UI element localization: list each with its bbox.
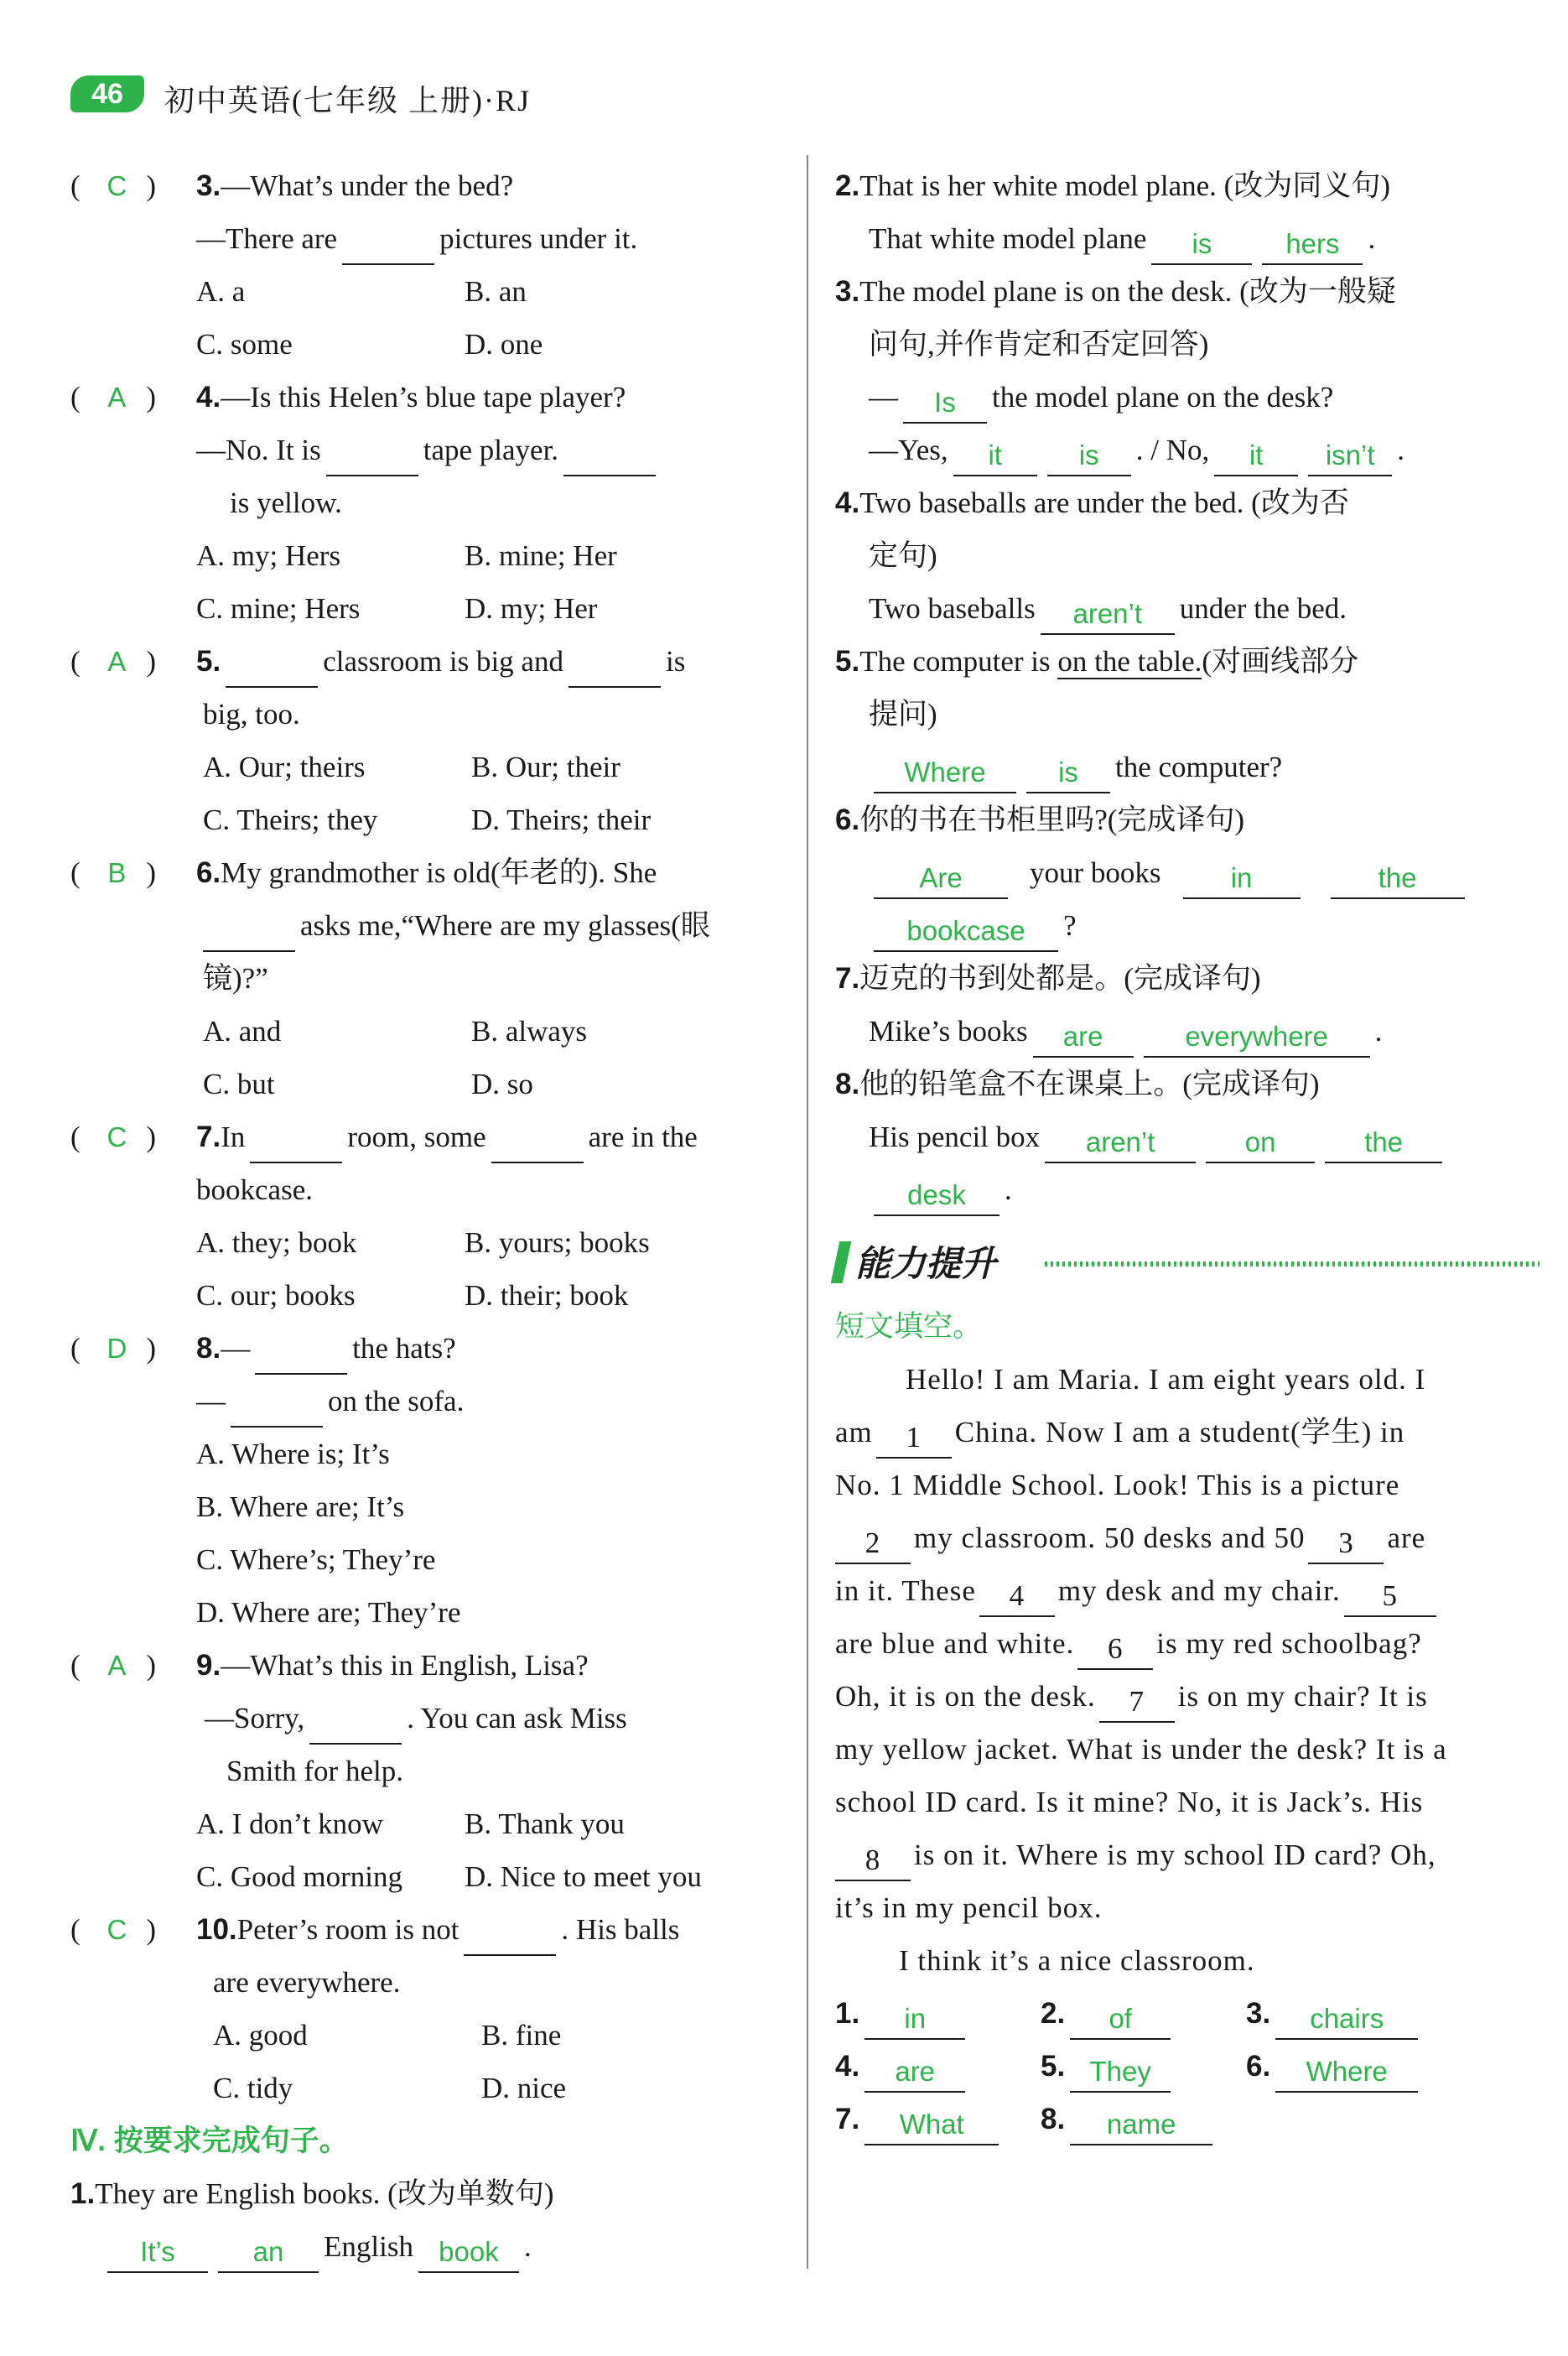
question-text: 问句,并作肯定和否定回答)	[869, 328, 1209, 361]
fill-answer: Where	[874, 753, 1016, 793]
fill-answer: chairs	[1275, 2000, 1418, 2040]
option-a: A. a	[196, 275, 246, 308]
question-text: . / No,	[1135, 434, 1210, 466]
option-text: D. Where are; They’re	[196, 1596, 461, 1629]
sentence-5-answer	[835, 741, 1539, 793]
cloze-blank: 3	[1308, 1524, 1384, 1564]
cloze-answer-1	[835, 1987, 1041, 2040]
answer-7: C	[106, 1121, 127, 1152]
cloze-answer-3	[1246, 1987, 1451, 2040]
fill-answer: the	[1331, 859, 1465, 899]
ability-title: 能力提升	[855, 1244, 997, 1283]
section-4-title: Ⅳ. 按要求完成句子。	[70, 2125, 349, 2157]
question-text: Smith for help.	[226, 1755, 403, 1787]
sentence-6-answer-b	[835, 899, 1539, 952]
answer-label: 1.	[835, 1997, 860, 2030]
option-c: C. our; books	[196, 1279, 356, 1312]
answer-9: A	[107, 1650, 127, 1681]
question-stem: They are English books. (改为单数句)	[95, 2177, 554, 2210]
cloze-blank: 4	[979, 1577, 1055, 1617]
question-stem: —	[221, 1332, 251, 1365]
option-a: A. my; Hers	[196, 539, 341, 572]
question-text: That white model plane	[869, 222, 1147, 255]
sentence-3-answer-b	[835, 424, 1539, 476]
banner-bar-icon	[831, 1241, 852, 1283]
option-d: D. nice	[481, 2072, 567, 2104]
question-number: 9.	[196, 1649, 221, 1682]
fill-answer: the	[1325, 1123, 1442, 1163]
fill-answer: of	[1070, 2000, 1171, 2040]
fill-answer: bookcase	[874, 912, 1058, 952]
question-stem: 迈克的书到处都是。(完成译句)	[859, 962, 1261, 995]
question-line	[835, 318, 1539, 371]
blank	[464, 1916, 556, 1956]
answers-row	[835, 2040, 1539, 2093]
option-a: A. and	[203, 1015, 282, 1048]
option-a	[70, 1428, 792, 1480]
passage-text: No. 1 Middle School. Look! This is a picture	[835, 1469, 1400, 1501]
page-number: 46	[70, 75, 144, 112]
question-text: under the bed.	[1179, 592, 1347, 625]
options-row	[70, 793, 792, 846]
question-text: .	[523, 2230, 532, 2263]
blank	[226, 648, 318, 688]
question-number: 3.	[835, 275, 860, 308]
fill-answer: is	[1026, 753, 1110, 793]
cloze-blank: 1	[876, 1418, 952, 1459]
answer-6: B	[107, 857, 127, 888]
cloze-blank: 7	[1099, 1682, 1175, 1723]
sentence-4-answer	[835, 582, 1539, 635]
question-text: Two baseballs	[869, 592, 1036, 625]
fill-answer: It’s	[107, 2233, 208, 2273]
question-stem: —What’s under the bed?	[221, 169, 514, 202]
question-number: 3.	[196, 169, 221, 202]
question-text: Mike’s books	[869, 1015, 1028, 1048]
question-text: bookcase.	[196, 1173, 313, 1206]
question-text: .	[1005, 1173, 1012, 1206]
question-number: 6.	[835, 804, 860, 836]
question-text: .	[1374, 1015, 1383, 1048]
passage-line	[835, 1723, 1539, 1776]
question-text: pictures under it.	[439, 222, 638, 255]
sentence-4	[835, 476, 1539, 529]
question-number: 1.	[70, 2177, 96, 2210]
passage-text: my desk and my chair.	[1057, 1574, 1341, 1607]
question-stem: That is her white model plane. (改为同义句)	[859, 169, 1390, 202]
sentence-2	[835, 159, 1539, 212]
question-text: —There are	[196, 222, 338, 255]
question-text: —	[196, 1385, 226, 1417]
question-4: ( A ) 4.—Is this Helen’s blue tape player?	[70, 371, 792, 424]
ability-banner	[835, 1233, 1539, 1292]
fill-answer: Is	[903, 383, 987, 424]
fill-answer: are	[1033, 1017, 1134, 1058]
question-text: English	[324, 2230, 413, 2263]
question-text: .	[1368, 222, 1376, 255]
cloze-blank: 6	[1077, 1630, 1153, 1670]
fill-answer: it	[953, 436, 1037, 476]
question-text: .	[1397, 434, 1404, 466]
fill-answer: They	[1070, 2052, 1171, 2093]
question-3: ( C ) 3.—What’s under the bed?	[70, 159, 792, 212]
question-number: 10.	[196, 1913, 237, 1946]
passage-text: Hello! I am Maria. I am eight years old. I	[906, 1363, 1426, 1396]
answer-10: C	[106, 1914, 127, 1945]
cloze-blank: 2	[835, 1524, 911, 1564]
question-line	[835, 529, 1539, 582]
question-stem: —What’s this in English, Lisa?	[221, 1649, 589, 1682]
cloze-answer-6	[1246, 2040, 1451, 2093]
options-row	[70, 2009, 792, 2062]
option-text: C. Where’s; They’re	[196, 1543, 436, 1576]
option-b: B. always	[471, 1015, 588, 1048]
passage-text: it’s in my pencil box.	[835, 1891, 1103, 1924]
fill-answer: is	[1151, 225, 1252, 265]
options-row	[70, 1216, 792, 1269]
question-7: ( C ) 7.In room, some are in the	[70, 1110, 792, 1163]
question-6: ( B ) 6.My grandmother is old(年老的). She	[70, 846, 792, 899]
passage-line	[835, 1617, 1539, 1670]
question-text: —No. It is	[196, 434, 321, 466]
question-10: ( C ) 10.Peter’s room is not . His balls	[70, 1903, 792, 1956]
passage-text: in it. These	[835, 1574, 976, 1607]
fill-answer: Where	[1275, 2052, 1418, 2093]
option-a: A. good	[213, 2019, 308, 2052]
option-d: D. one	[465, 328, 543, 361]
answers-row	[835, 1987, 1539, 2040]
sentence-2-answer	[835, 212, 1539, 265]
option-c: C. Theirs; they	[203, 804, 378, 836]
question-number: 8.	[835, 1068, 860, 1100]
question-text: tape player.	[423, 434, 559, 466]
blank	[326, 436, 418, 476]
sentence-3-answer-a	[835, 371, 1539, 424]
option-b: B. yours; books	[465, 1226, 650, 1259]
options-row	[70, 2062, 792, 2114]
options-row	[70, 1005, 792, 1058]
question-number: 4.	[835, 486, 860, 519]
fill-answer: in	[1183, 859, 1301, 899]
cloze-passage	[835, 1353, 1539, 1987]
question-line	[70, 1163, 792, 1216]
passage-text: school ID card. Is it mine? No, it is Jack’s. His	[835, 1786, 1424, 1818]
passage-line	[835, 1459, 1539, 1511]
sentence-6-answer	[835, 846, 1539, 899]
right-column	[835, 159, 1539, 2145]
option-b: B. an	[465, 275, 527, 308]
option-d: D. so	[471, 1068, 533, 1100]
option-c: C. Good morning	[196, 1860, 402, 1893]
answer-label: 3.	[1246, 1997, 1271, 2030]
question-stem: The computer is	[859, 645, 1051, 678]
question-line	[835, 688, 1539, 741]
option-d: D. their; book	[465, 1279, 629, 1312]
question-line	[70, 688, 792, 741]
fill-answer: isn’t	[1308, 436, 1392, 476]
banner-dotted-line	[1045, 1261, 1539, 1266]
cloze-title: 短文填空。	[835, 1310, 983, 1343]
fill-answer: Are	[874, 859, 1008, 899]
question-text: asks me,“Where are my glasses(眼	[300, 909, 710, 942]
passage-line	[835, 1564, 1539, 1617]
fill-answer: aren’t	[1041, 595, 1175, 635]
sentence-3	[835, 265, 1539, 318]
question-number: 4.	[196, 381, 221, 413]
answer-4: A	[107, 382, 127, 413]
options-row	[70, 318, 792, 371]
option-c: C. tidy	[213, 2072, 293, 2104]
passage-line	[835, 1353, 1539, 1406]
cloze-answer-4	[835, 2040, 1041, 2093]
option-b: B. Thank you	[465, 1807, 625, 1840]
sentence-1-answer	[70, 2220, 792, 2273]
option-c	[70, 1533, 792, 1586]
option-b: B. mine; Her	[465, 539, 617, 572]
question-stem: is	[665, 645, 686, 678]
sentence-7	[835, 952, 1539, 1005]
answer-label: 8.	[1041, 2103, 1066, 2135]
fill-answer: on	[1206, 1123, 1315, 1163]
sentence-8-answer-b	[835, 1163, 1539, 1216]
question-stem: The model plane is on the desk. (改为一般疑	[859, 275, 1396, 308]
blank	[569, 648, 661, 688]
answer-3: C	[106, 170, 127, 201]
question-text: 定句)	[869, 539, 937, 572]
question-stem: classroom is big and	[323, 645, 563, 678]
question-text: is yellow.	[230, 486, 342, 519]
options-row	[70, 582, 792, 635]
sentence-1	[70, 2167, 792, 2220]
answer-label: 5.	[1041, 2050, 1066, 2083]
question-line	[70, 899, 792, 952]
passage-text: China. Now I am a student(学生) in	[954, 1416, 1405, 1448]
question-stem: (对画线部分	[1202, 645, 1359, 678]
answer-8: D	[106, 1333, 127, 1364]
question-8: ( D ) 8.— the hats?	[70, 1322, 792, 1375]
sentence-8	[835, 1058, 1539, 1110]
option-c: C. mine; Hers	[196, 592, 361, 625]
question-text: on the sofa.	[328, 1385, 465, 1417]
cloze-blank: 5	[1344, 1577, 1436, 1617]
cloze-answer-8	[1041, 2093, 1246, 2145]
passage-text: my classroom. 50 desks and 50	[914, 1521, 1306, 1554]
option-a: A. they; book	[196, 1226, 357, 1259]
passage-text: is on it. Where is my school ID card? Oh,	[914, 1839, 1436, 1871]
question-stem: 你的书在书柜里吗?(完成译句)	[859, 804, 1245, 836]
blank	[250, 1123, 342, 1163]
blank	[203, 912, 295, 952]
option-a: A. Our; theirs	[203, 751, 366, 783]
question-stem: 他的铅笔盒不在课桌上。(完成译句)	[859, 1068, 1320, 1100]
passage-text: am	[835, 1416, 873, 1448]
option-b: B. Our; their	[471, 751, 620, 783]
question-stem: . His balls	[561, 1913, 680, 1946]
question-line	[70, 1375, 792, 1428]
question-number: 7.	[196, 1121, 221, 1153]
question-line	[70, 952, 792, 1005]
question-stem: are in the	[588, 1121, 698, 1153]
cloze-answer-7	[835, 2093, 1041, 2145]
fill-answer: book	[418, 2233, 519, 2273]
sentence-6	[835, 793, 1539, 846]
sentence-7-answer	[835, 1005, 1539, 1058]
passage-line	[835, 1828, 1539, 1881]
question-line	[70, 1956, 792, 2009]
question-text: the computer?	[1115, 751, 1283, 783]
question-5: ( A ) 5. classroom is big and is	[70, 635, 792, 688]
question-number: 5.	[835, 645, 860, 678]
question-text: the model plane on the desk?	[992, 381, 1334, 413]
question-text: 镜)?”	[203, 962, 268, 995]
options-row	[70, 741, 792, 793]
blank	[342, 225, 434, 265]
option-b: B. fine	[481, 2019, 562, 2052]
passage-text: is my red schoolbag?	[1156, 1627, 1422, 1660]
sentence-8-answer	[835, 1110, 1539, 1163]
question-text: —Sorry,	[205, 1702, 305, 1734]
question-line	[70, 212, 792, 265]
passage-line	[835, 1881, 1539, 1934]
underlined-phrase: on the table.	[1057, 645, 1202, 678]
fill-answer: What	[864, 2105, 999, 2145]
option-a: A. I don’t know	[196, 1807, 383, 1840]
options-row	[70, 529, 792, 582]
column-divider	[807, 155, 808, 2269]
question-number: 5.	[196, 645, 221, 678]
option-c: C. some	[196, 328, 293, 361]
options-row	[70, 1058, 792, 1110]
passage-text: I think it’s a nice classroom.	[899, 1944, 1255, 1977]
passage-line	[835, 1406, 1539, 1459]
passage-text: is on my chair? It is	[1177, 1680, 1428, 1713]
fill-answer: an	[218, 2233, 319, 2273]
passage-text: my yellow jacket. What is under the desk? It is a	[835, 1733, 1447, 1766]
answer-label: 6.	[1246, 2050, 1271, 2083]
question-text: . You can ask Miss	[407, 1702, 627, 1734]
question-stem: —Is this Helen’s blue tape player?	[221, 381, 626, 413]
fill-answer: desk	[874, 1176, 999, 1216]
question-line	[70, 424, 792, 476]
fill-answer: everywhere	[1144, 1017, 1370, 1058]
blank	[309, 1704, 402, 1745]
answer-5: A	[107, 646, 127, 677]
blank	[563, 436, 656, 476]
question-line	[70, 1745, 792, 1797]
question-number: 6.	[196, 856, 221, 889]
cloze-answer-5	[1041, 2040, 1246, 2093]
option-d: D. Theirs; their	[471, 804, 652, 836]
question-stem: My grandmother is old(年老的). She	[221, 856, 657, 889]
option-c: C. but	[203, 1068, 275, 1100]
question-number: 8.	[196, 1332, 221, 1365]
option-text: A. Where is; It’s	[196, 1438, 390, 1470]
passage-line	[835, 1776, 1539, 1828]
fill-answer: hers	[1262, 225, 1363, 265]
passage-line	[835, 1934, 1539, 1987]
question-number: 7.	[835, 962, 860, 995]
fill-answer: aren’t	[1045, 1123, 1196, 1163]
sentence-5	[835, 635, 1539, 688]
question-text: —	[869, 381, 898, 413]
option-d: D. Nice to meet you	[465, 1860, 702, 1893]
question-text: are everywhere.	[213, 1966, 401, 1999]
question-stem: the hats?	[352, 1332, 456, 1365]
cloze-answers	[835, 1987, 1539, 2145]
options-row	[70, 1797, 792, 1850]
passage-text: Oh, it is on the desk.	[835, 1680, 1096, 1713]
answer-label: 7.	[835, 2103, 860, 2135]
fill-answer: in	[864, 2000, 965, 2040]
option-text: B. Where are; It’s	[196, 1490, 405, 1523]
question-stem: In	[221, 1121, 246, 1153]
question-text: —Yes,	[869, 434, 948, 466]
question-number: 2.	[835, 169, 860, 202]
cloze-answer-2	[1041, 1987, 1246, 2040]
question-line	[70, 476, 792, 529]
options-row	[70, 1269, 792, 1322]
question-9: ( A ) 9.—What’s this in English, Lisa?	[70, 1639, 792, 1692]
answer-label: 4.	[835, 2050, 860, 2083]
blank	[231, 1387, 323, 1428]
fill-answer: name	[1070, 2105, 1212, 2145]
question-stem: Two baseballs are under the bed. (改为否	[859, 486, 1349, 519]
page-title: 初中英语(七年级 上册)·RJ	[164, 84, 531, 117]
fill-answer: is	[1047, 436, 1131, 476]
question-line	[70, 1692, 792, 1745]
passage-text: are	[1387, 1521, 1426, 1554]
passage-line	[835, 1670, 1539, 1723]
question-stem: room, some	[347, 1121, 486, 1153]
options-row	[70, 1850, 792, 1903]
passage-line	[835, 1511, 1539, 1564]
blank	[491, 1123, 584, 1163]
option-b	[70, 1480, 792, 1533]
cloze-blank: 8	[835, 1841, 911, 1881]
question-text: ?	[1063, 909, 1077, 942]
left-column	[70, 159, 792, 2273]
question-text: your books	[1030, 856, 1161, 889]
answer-label: 2.	[1041, 1997, 1066, 2030]
answers-row	[835, 2093, 1539, 2145]
option-d: D. my; Her	[465, 592, 598, 625]
question-text: big, too.	[203, 698, 300, 731]
question-text: His pencil box	[869, 1121, 1041, 1153]
options-row	[70, 265, 792, 318]
fill-answer: are	[864, 2052, 965, 2093]
question-stem: Peter’s room is not	[236, 1913, 459, 1946]
blank	[255, 1334, 347, 1375]
question-text: 提问)	[869, 698, 937, 731]
option-d	[70, 1586, 792, 1639]
fill-answer: it	[1214, 436, 1298, 476]
passage-text: are blue and white.	[835, 1627, 1075, 1660]
